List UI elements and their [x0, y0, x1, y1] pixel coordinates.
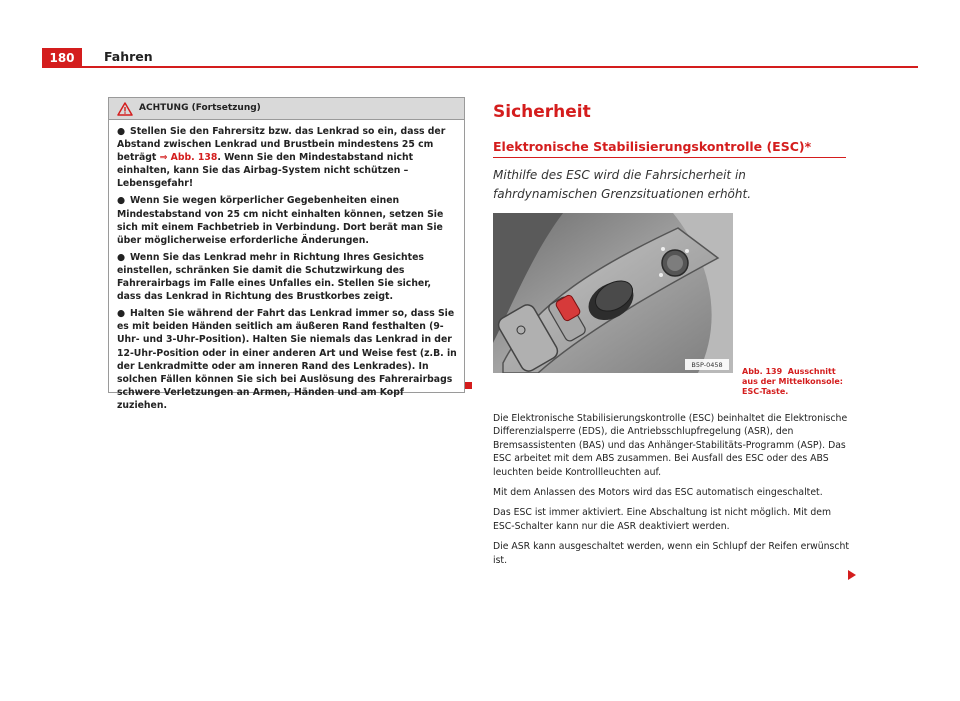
figure-caption: [742, 367, 852, 397]
header-rule: [42, 66, 918, 68]
warning-item: ● Wenn Sie das Lenkrad mehr in Richtung Ihres Gesichtes einstellen, schränken Sie damit die Schutzwirkung des Fahrerairbags im Falle eines Unfalles ein. Stellen Sie sicher, dass das Lenkrad in Richtung des Brustkorbes zeigt.: [117, 251, 431, 303]
lead-text: Mithilfe des ESC wird die Fahrsicherheit in fahrdynamischen Grenzsituationen erhöht.: [493, 168, 752, 201]
warning-item: ● Halten Sie während der Fahrt das Lenkrad immer so, dass Sie es mit beiden Händen seitlich am äußeren Rand festhalten (9-Uhr- und 3-Uhr-Position). Halten Sie niemals das Lenkrad in der 12-Uhr-Position oder in einer anderen Art und Weise fest (z.B. in der Lenkradmitte oder am inneren Rand des Lenkrades). In solchen Fällen können Sie sich bei Auslösung des Fahrerairbags schwere Verletzungen an Armen, Händen und am Kopf zuziehen.: [117, 308, 457, 411]
paragraph: Die ASR kann ausgeschaltet werden, wenn ein Schlupf der Reifen erwünscht ist.: [493, 541, 850, 566]
figure-label: Abb. 139: [742, 367, 783, 376]
figure-code: B5P-0458: [691, 361, 723, 369]
warning-item: ● Stellen Sie den Fahrersitz bzw. das Lenkrad so ein, dass der Abstand zwischen Lenkrad und Brustbein mindestens 25 cm beträgt ⇒ Abb. 138. Wenn Sie den Mindestabstand nicht einhalten, kann Sie das Airbag-System nicht schützen – Lebensgefahr!: [117, 126, 446, 190]
paragraph: Die Elektronische Stabilisierungskontrolle (ESC) beinhaltet die Elektronische Differenzialsperre (EDS), die Antriebsschlupfregelung (ASR), den Bremsassistenten (BAS) und das Anhänger-Stabilitäts-Programm (ASP). Das ESC arbeitet mit dem ABS zusammen. Bei Ausfall des ESC oder des ABS leuchten beide Kontrollleuchten auf.: [493, 413, 848, 478]
figure-reference-link[interactable]: ⇒ Abb. 138: [159, 152, 218, 164]
paragraph: Mit dem Anlassen des Motors wird das ESC automatisch eingeschaltet.: [493, 487, 823, 499]
figure-caption-text: Ausschnitt aus der Mittelkonsole: ESC-Taste.: [742, 367, 843, 396]
page-number-badge: [42, 48, 82, 68]
section-heading: Elektronische Stabilisierungskontrolle (ESC)*: [493, 139, 812, 154]
warning-box: [108, 97, 465, 411]
paragraph: Das ESC ist immer aktiviert. Eine Abschaltung ist nicht möglich. Mit dem ESC-Schalter kann nur die ASR deaktiviert werden.: [493, 507, 832, 532]
warning-triangle-icon: [117, 102, 133, 116]
section-title: Fahren: [104, 49, 153, 64]
continue-arrow-icon: [848, 570, 856, 580]
heading-rule: [493, 157, 846, 158]
chapter-title: Sicherheit: [493, 102, 591, 122]
warning-header: [109, 98, 464, 120]
section-end-mark: [465, 382, 472, 389]
body-text: [493, 412, 855, 574]
page-number: 180: [49, 51, 75, 65]
esc-console-photo: [493, 213, 733, 373]
warning-body: [109, 120, 464, 412]
warning-title: ACHTUNG (Fortsetzung): [139, 103, 261, 113]
warning-item: ● Wenn Sie wegen körperlicher Gegebenheiten einen Mindestabstand von 25 cm nicht einhalten können, setzen Sie sich mit einem Fachbetrieb in Verbindung. Dort berät man Sie über möglicherweise erforderliche Änderungen.: [117, 195, 444, 246]
